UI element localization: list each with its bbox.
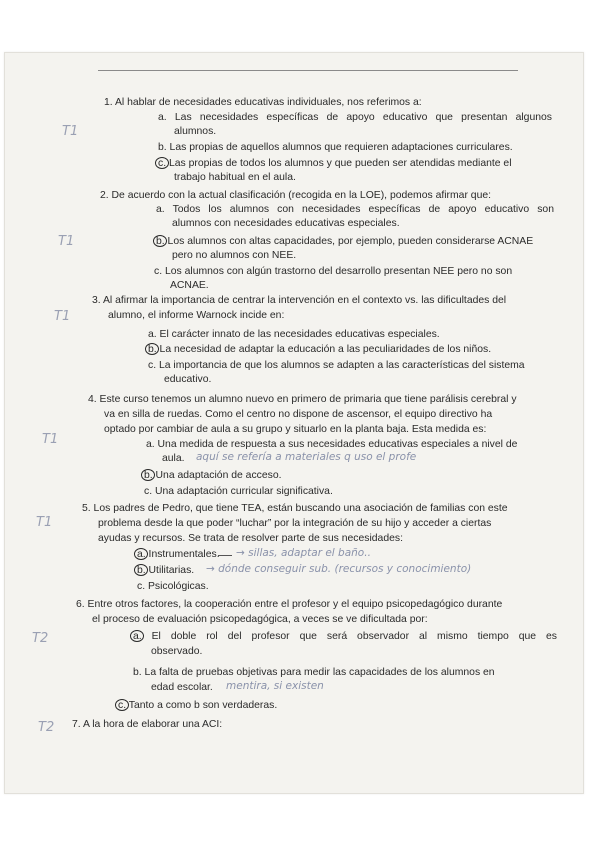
question-6-option-c: c. Tanto a como b son verdaderas. <box>118 700 278 711</box>
question-5-option-c: c. Psicológicas. <box>137 581 209 592</box>
question-6-option-b-cont: edad escolar. <box>151 682 213 693</box>
question-2-option-b: b. Los alumnos con altas capacidades, por ejemplo, pueden considerarse ACNAE <box>156 236 534 247</box>
question-1-stem: 1. Al hablar de necesidades educativas individuales, nos referimos a: <box>104 97 422 108</box>
question-1-option-a-cont: alumnos. <box>174 126 217 137</box>
question-3-stem-cont: alumno, el informe Warnock incide en: <box>108 310 285 321</box>
margin-mark-q5: T1 <box>36 515 53 530</box>
question-6-stem-cont: el proceso de evaluación psicopedagógica, a veces se ve dificultada por: <box>92 614 428 625</box>
handwritten-note: mentira, si existen <box>226 680 324 692</box>
question-2-option-b-cont: pero no alumnos con NEE. <box>172 250 297 261</box>
header-rule <box>98 70 518 71</box>
question-2-option-a-cont: alumnos con necesidades educativas especiales. <box>172 218 400 229</box>
question-3-stem: 3. Al afirmar la importancia de centrar la intervención en el contexto vs. las dificultades del <box>92 295 507 306</box>
question-6-stem: 6. Entre otros factores, la cooperación entre el profesor y el equipo psicopedagógico durante <box>76 599 503 610</box>
question-3-option-c: c. La importancia de que los alumnos se adapten a las características del sistema <box>148 360 525 371</box>
question-5-option-a: a. Instrumentales. <box>137 549 220 560</box>
question-4-option-a: a. Una medida de respuesta a sus necesidades educativas especiales a nivel de <box>146 439 518 450</box>
question-4-stem: 4. Este curso tenemos un alumno nuevo en primero de primaria que tiene parálisis cerebral y <box>88 394 517 405</box>
margin-mark-q3: T1 <box>54 309 71 324</box>
question-4-stem-cont: optado por cambiar de aula a su grupo y situarlo en la planta baja. Esta medida es: <box>104 424 487 435</box>
handwritten-note: → dónde conseguir sub. (recursos y conocimiento) <box>206 563 472 575</box>
question-3-option-b: b. La necesidad de adaptar la educación a las peculiaridades de los niños. <box>148 344 492 355</box>
question-3-option-a: a. El carácter innato de las necesidades educativas especiales. <box>148 329 440 340</box>
question-5-stem: 5. Los padres de Pedro, que tiene TEA, están buscando una asociación de familias con este <box>82 503 508 514</box>
margin-mark-q6: T2 <box>32 631 49 646</box>
question-1-option-a: a. Las necesidades específicas de apoyo educativo que presentan algunos <box>158 112 552 123</box>
question-1-option-c: c. Las propias de todos los alumnos y que pueden ser atendidas mediante el <box>158 158 512 169</box>
question-1-option-c-cont: trabajo habitual en el aula. <box>174 172 296 183</box>
question-6-option-a: a. El doble rol del profesor que será observador al mismo tiempo que es <box>133 631 557 642</box>
question-2-option-a: a. Todos los alumnos con necesidades específicas de apoyo educativo son <box>156 204 554 215</box>
margin-mark-q4: T1 <box>42 432 59 447</box>
question-4-option-a-cont: aula. <box>162 453 185 464</box>
question-5-stem-cont: ayudas y recursos. Se trata de resolver parte de sus necesidades: <box>98 533 403 544</box>
question-3-option-c-cont: educativo. <box>164 374 212 385</box>
margin-mark-q1: T1 <box>62 124 79 139</box>
question-2-option-c-cont: ACNAE. <box>170 280 209 291</box>
question-5-option-b: b. Utilitarias. <box>137 565 195 576</box>
margin-mark-q2: T1 <box>58 234 75 249</box>
question-4-option-b: b. Una adaptación de acceso. <box>144 470 282 481</box>
strikethrough <box>218 555 232 556</box>
question-2-option-c: c. Los alumnos con algún trastorno del desarrollo presentan NEE pero no son <box>154 266 513 277</box>
margin-mark-q7: T2 <box>38 720 55 735</box>
question-7-stem: 7. A la hora de elaborar una ACI: <box>72 719 223 730</box>
question-4-stem-cont: va en silla de ruedas. Como el centro no dispone de ascensor, el equipo directivo ha <box>104 409 493 420</box>
question-4-option-c: c. Una adaptación curricular significativa. <box>144 486 333 497</box>
question-6-option-b: b. La falta de pruebas objetivas para medir las capacidades de los alumnos en <box>133 667 495 678</box>
question-6-option-a-cont: observado. <box>151 646 203 657</box>
question-5-stem-cont: problema desde la que poder “luchar” por la integración de su hijo y acceder a ciertas <box>98 518 492 529</box>
handwritten-note: → sillas, adaptar el baño.. <box>236 547 371 559</box>
question-1-option-b: b. Las propias de aquellos alumnos que requieren adaptaciones curriculares. <box>158 142 513 153</box>
question-2-stem: 2. De acuerdo con la actual clasificación (recogida en la LOE), podemos afirmar que: <box>100 190 492 201</box>
handwritten-note: aquí se refería a materiales q uso el profe <box>196 451 417 463</box>
